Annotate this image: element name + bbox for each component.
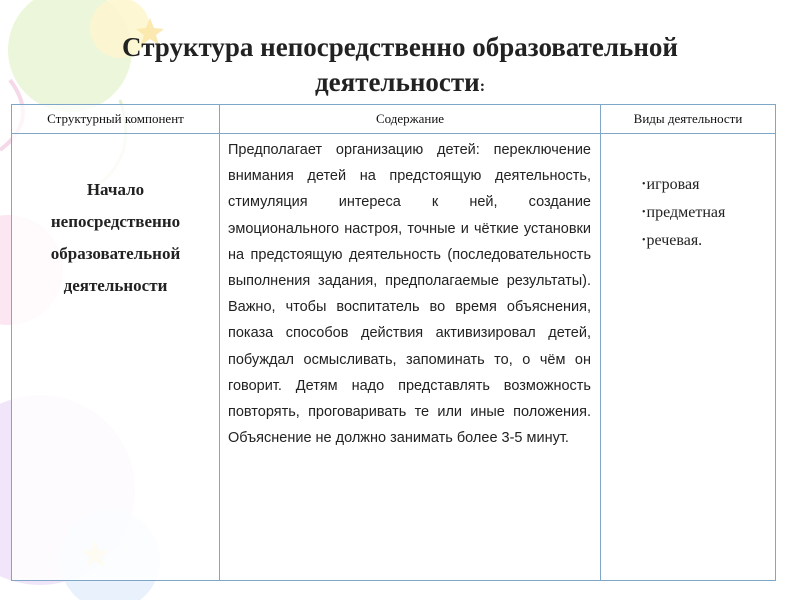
list-item: • игровая [642,171,774,199]
activity-types [602,135,774,255]
title-colon: : [479,78,486,95]
list-item: • речевая. [642,227,774,255]
content-cell [220,134,601,581]
header-types: Виды деятельности [601,105,776,134]
header-component: Структурный компонент [12,105,220,134]
title-word: деятельности [314,67,480,97]
activity-types-list [642,171,774,255]
table-header-row [12,105,776,134]
list-item: • предметная [642,199,774,227]
table-row [12,134,776,581]
title-line-2 [0,65,800,104]
component-line: Начало [86,180,145,199]
structure-table [11,104,776,581]
component-name [13,135,218,302]
component-cell [12,134,220,581]
page-title [0,30,800,104]
component-line: деятельности [63,276,168,295]
component-line: образовательной [50,244,181,263]
types-cell [601,134,776,581]
content-text: Предполагает организацию детей: переключение внимания детей на предстоящую деятельность, стимуляция интереса к ней, создание эмоционального настроя, точные и чёткие установки на предстоящую деятельность (последовательность выполнения задания, предполагаемые результаты). Важно, чтобы воспитатель во время объяснения, показа способов действия активизировал детей, побуждал осмысливать, запоминать то, о чём он говорит. Детям надо представлять возможность повторять, проговаривать те или иные положения. Объяснение не должно занимать более 3-5 минут. [228,142,591,447]
component-line: непосредственно [50,212,181,231]
title-line-1: Структура непосредственно образовательной [122,32,678,62]
header-content: Содержание [220,105,601,134]
